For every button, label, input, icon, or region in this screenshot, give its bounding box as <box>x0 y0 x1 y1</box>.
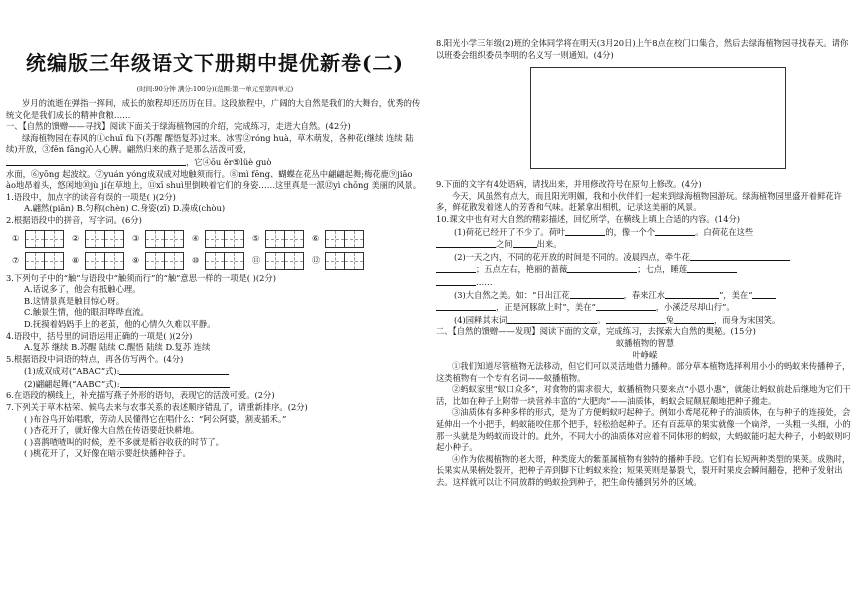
answer-blank[interactable] <box>596 301 656 311</box>
answer-blank[interactable] <box>119 365 229 375</box>
grid-group <box>132 252 184 270</box>
answer-blank[interactable] <box>570 289 624 299</box>
q10-3-text-4: ，正是河豚欲上时”，美在“ <box>496 302 596 313</box>
article-author: 叶峥嵘 <box>632 349 658 360</box>
article-paragraph: ①我们知道尽管植物无法移动，但它们可以灵活地借力播种。部分草本植物选择利用小小的蚂蚁来传播种子，这类植物有一个专有名词——蚁播植物。 <box>436 361 851 383</box>
q10-1-text-5: 出来。 <box>536 239 562 250</box>
grid-group <box>72 230 124 248</box>
grid-number: ① <box>12 234 20 244</box>
q10-1-text-2: 的，像一个个 <box>605 226 656 237</box>
q5-stem: 5.根据语段中词语的特点，再各仿写两个。(4分) <box>6 353 184 364</box>
q7-stem: 7.下列关于草木枯荣、候鸟去来与农事关系的表述顺序错乱了，请重新排序。(2分) <box>6 402 308 413</box>
q10-part-3 <box>436 289 854 302</box>
grid-group <box>252 252 304 270</box>
q6-stem: 6.在语段的横线上，补充描写燕子外形的语句，表现它的活泼可爱。(2分) <box>6 390 275 401</box>
q7-item: ( )桃花开了，又好像在暗示要赶快播种谷子。 <box>24 448 191 459</box>
answer-blank[interactable] <box>687 263 737 273</box>
grid-number: ⑨ <box>132 256 140 266</box>
q10-3-text-5: ，小溪泛尽却山行”。 <box>655 302 735 313</box>
answer-blank[interactable] <box>752 289 776 299</box>
q10-3-text-2: ，春来江水 <box>623 289 666 300</box>
grid-number: ⑥ <box>312 234 320 244</box>
grid-group <box>312 252 364 270</box>
left-column <box>6 0 424 460</box>
writing-cells[interactable] <box>265 230 304 248</box>
answer-blank[interactable] <box>436 301 496 311</box>
q8-stem: 8.阳光小学三年级(2)班的全体同学将在明天(3月20日)上午8点在校门口集合，然后去绿海植物园寻找春天。请你以班委会组织委员李明的名义写一则通知。(4分) <box>436 38 849 60</box>
q10-2-text-3: ；七点，睡莲 <box>637 264 688 275</box>
writing-grid-row-2 <box>12 251 424 271</box>
answer-blank[interactable] <box>436 263 476 273</box>
answer-blank[interactable] <box>513 238 537 248</box>
q10-stem: 10.课文中也有对大自然的精彩描述，回忆所学，在横线上填上合适的内容。(14分) <box>436 213 741 224</box>
q7-item: ( )喜鹊喳喳叫的时候，差不多就是稻谷收获的时节了。 <box>24 436 224 447</box>
grid-group <box>12 252 64 270</box>
writing-cells[interactable] <box>265 252 304 270</box>
q4-stem: 4.语段中，括号里的词语运用正确的一项是( )(2分) <box>6 330 193 341</box>
answer-blank[interactable] <box>436 238 496 248</box>
q2-stem: 2.根据语段中的拼音，写字词。(6分) <box>6 214 142 225</box>
writing-cells[interactable] <box>25 230 64 248</box>
section-1-heading: 一、【自然的馈赠——寻找】阅读下面关于绿海植物园的介绍，完成练习，走进大自然。(42分) <box>6 121 351 132</box>
q10-part-2 <box>436 251 854 264</box>
q10-2-text: (2)一天之内，不同的花开放的时间是不同的。凌晨四点，牵牛花 <box>454 251 690 262</box>
answer-blank[interactable] <box>606 314 666 324</box>
q10-4-text: (4)园释其末词 <box>454 314 508 325</box>
q10-1-text-4: 之间 <box>496 239 513 250</box>
section-2-heading: 二、【自然的馈赠——发现】阅读下面的文章，完成练习，去探索大自然的奥秘。(15分) <box>436 326 756 337</box>
article-paragraph: ④作为依褐植物的老大哥，种类庞大的紫堇属植物有独特的播种手段。它们有长短两种类型的果荚。成熟时，长果实从果柄处裂开，把种子弄到脚下让蚂蚁来捡；短果荚则是暴裂弋，裂开时果皮会瞬间翻卷，把种子发射出去。这样就可以让不同放群的蚂蚁捡到种子，把生命传播到另外的区域。 <box>436 453 851 488</box>
grid-number: ⑤ <box>252 234 260 244</box>
writing-cells[interactable] <box>85 252 124 270</box>
answer-blank[interactable] <box>665 289 719 299</box>
article-title: 蚁播植物的智慧 <box>615 337 675 348</box>
q3-stem: 3.下列句子中的“触”与语段中“触须而行”的“触”意思一样的一项是( )(2分) <box>6 272 276 283</box>
passage-blank[interactable] <box>6 156 186 166</box>
page-title: 统编版三年级语文下册期中提优新卷(二) <box>26 51 404 75</box>
writing-grid-row-1 <box>12 229 424 249</box>
q3-option-c: C.触景生情，他的眼泪哗哗直流。 <box>24 307 149 318</box>
grid-group <box>192 252 244 270</box>
q10-part-3-cont <box>436 301 854 314</box>
writing-cells[interactable] <box>205 230 244 248</box>
q1-stem: 1.语段中，加点字的读音有误的一项是( )(2分) <box>6 191 176 202</box>
q5-part-2-label: (2)翩翩起舞(“AABC”式): <box>24 378 120 389</box>
q10-1-text-3: 。白荷花在这些 <box>695 226 754 237</box>
writing-cells[interactable] <box>145 230 184 248</box>
grid-number: ⑧ <box>72 256 80 266</box>
q9-stem: 9.下面的文字有4处语病，请找出来，并用修改符号在原句上修改。(4分) <box>436 179 702 190</box>
writing-cells[interactable] <box>325 230 364 248</box>
grid-group <box>132 230 184 248</box>
q4-options: A.复苏 继续 B.苏醒 陆续 C.醒悟 陆续 D.复苏 连续 <box>24 342 211 353</box>
intro-text: 岁月的流逝在弹指一挥间，成长的旅程却还历历在目。这段旅程中，广阔的大自然是我们的大舞台，优秀的传统文化是我们成长的精神食粮…… <box>6 98 421 120</box>
q10-1-text: (1)荷花已经开了不少了。荷叶 <box>454 226 566 237</box>
passage-1 <box>6 133 424 169</box>
q10-3-text: (3)大自然之美。如：“日出江花 <box>454 289 570 300</box>
q10-part-4 <box>436 314 854 327</box>
answer-blank[interactable] <box>690 251 790 261</box>
grid-number: ⑩ <box>192 256 200 266</box>
grid-group <box>312 230 364 248</box>
article-paragraph: ③油质体有多种多样的形式，是为了方便蚂蚁叼起种子。例如小鸢尾花种子的油质体，在与种子的连接处，会延伸出一个小把手，蚂蚁能咬住那个把手，轻松拾起种子。还有百蕊草的果实就像一个扁斧，一头粗一头细，小的那一头就是为蚂蚁而设计的。此外，不同大小的油质体对应着不同体形的蚂蚁，大蚂蚁能叼起大种子，小蚂蚁则叼起小种子。 <box>436 407 851 453</box>
grid-group <box>72 252 124 270</box>
q10-part-1 <box>436 226 854 239</box>
right-column <box>436 38 854 489</box>
answer-blank[interactable] <box>507 314 597 324</box>
q1-options: A.翩然(piān) B.匀称(chèn) C.身姿(zī) D.凑成(chòu) <box>24 203 226 214</box>
q3-option-a: A.话说多了，他会有抵触心理。 <box>24 284 141 295</box>
notice-writing-box[interactable] <box>530 67 786 169</box>
grid-number: ④ <box>192 234 200 244</box>
q3-option-d: D.抚摸着妈妈手上的老茧，他的心情久久难以平静。 <box>24 318 216 329</box>
answer-blank[interactable] <box>436 276 476 286</box>
q10-2-text-4: …… <box>476 276 493 287</box>
q10-4-text-4: ，而身为宋国笑。 <box>713 314 781 325</box>
writing-cells[interactable] <box>145 252 184 270</box>
q10-3-text-3: ”，美在“ <box>719 289 753 300</box>
writing-cells[interactable] <box>205 252 244 270</box>
passage-1-text: 绿海植物园在春风的①chuī fù下(苏醒 醒悟复苏)过来。冰雪②róng huà，草木萌发，各种花(继续 连续 陆续)开放，③fēn fāng沁人心脾。翩然归来的燕子是那么活泼可爱， <box>6 132 414 155</box>
grid-number: ② <box>72 234 80 244</box>
answer-blank[interactable] <box>120 378 230 388</box>
grid-number: ③ <box>132 234 140 244</box>
grid-number: ⑫ <box>312 256 320 266</box>
answer-blank[interactable] <box>565 226 605 236</box>
q3-option-b: B.这情景真是触目惊心呀。 <box>24 295 125 306</box>
q5-part-1 <box>6 365 424 378</box>
q5-part-1-label: (1)成双成对(“ABAC”式): <box>24 366 120 377</box>
q7-item: ( )杏花开了，就好像大自然在传语要赶快耕地。 <box>24 425 200 436</box>
answer-blank[interactable] <box>567 263 637 273</box>
q10-4-text-3: 兔 <box>665 314 674 325</box>
answer-blank[interactable] <box>674 314 714 324</box>
passage-2: 水面，⑥yōng 起波纹。⑦yuán yóng成双成对地触须而行。⑧mì fēng、蝴蝶在花丛中翩翩起舞;梅花鹿⑨jiāo ào地昂着头，悠闲地⑩jù jí在草地上，⑪xī shuì里倒映着它们的身姿……这里真是一派⑫yì chōng 美丽的风景。 <box>6 168 422 191</box>
article-paragraph: ②蚂蚁家里“蚁口众多”，对食物的需求很大，蚁播植物只要来点“小恩小惠”，就能让蚂蚁前赴后继地为它们干活，比如在种子上附带一块营养丰富的“大肥肉”——油质体，蚂蚁会屁颠屁颠地把种子搬走。 <box>436 384 851 406</box>
writing-cells[interactable] <box>25 252 64 270</box>
grid-group <box>12 230 64 248</box>
grid-number: ⑦ <box>12 256 20 266</box>
q10-4-text-2: 。 <box>597 314 606 325</box>
q10-2-text-2: ；五点左右，艳丽的蔷薇 <box>476 264 568 275</box>
q9-text: 今天，风虽然有点大，而且阳光明媚，我和小伙伴们一起来到绿海植物园游玩。绿海植物园里盛开着鲜花许多，鲜花散发着迷人的芳香和气味。赶紧拿出相机，记录这美丽的风景。 <box>436 190 842 213</box>
q10-part-2-cont <box>436 263 854 276</box>
writing-cells[interactable] <box>325 252 364 270</box>
answer-blank[interactable] <box>655 226 695 236</box>
q10-part-1-cont <box>436 238 854 251</box>
grid-group <box>252 230 304 248</box>
writing-cells[interactable] <box>85 230 124 248</box>
grid-number: ⑪ <box>252 256 260 266</box>
grid-group <box>192 230 244 248</box>
q10-part-2-end <box>436 276 854 289</box>
exam-meta: (时间:90分钟 满分:100分)(范围:第一单元至第四单元) <box>136 85 294 93</box>
q7-item: ( )布谷鸟开始唱歌，劳动人民懂得它在唱什么：“阿公阿婆，割麦插禾。” <box>24 413 287 424</box>
passage-1b-text: ，它④ōu ěr⑤lüè guò <box>186 156 272 167</box>
q5-part-2 <box>6 378 424 391</box>
